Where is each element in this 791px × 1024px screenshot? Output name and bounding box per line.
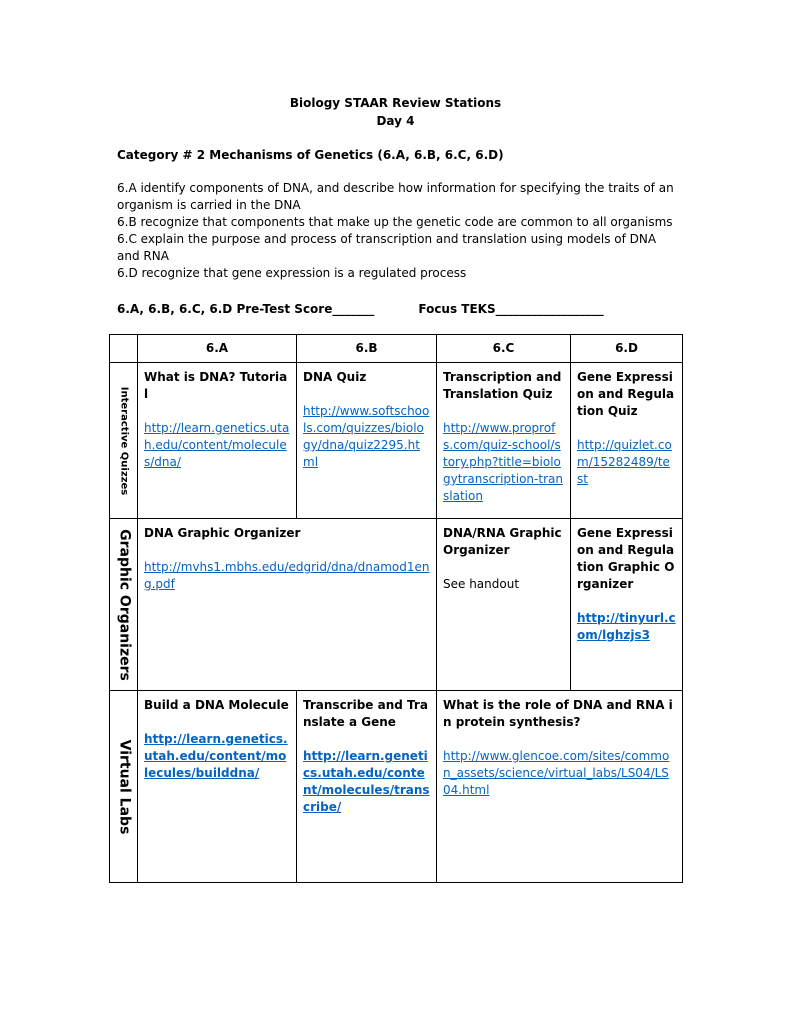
cell-quiz-6b bbox=[297, 363, 437, 519]
station-link[interactable]: http://tinyurl.com/lghzjs3 bbox=[577, 611, 676, 642]
row-label-cell bbox=[110, 363, 138, 519]
station-title: DNA Graphic Organizer bbox=[144, 526, 301, 540]
table-header-row bbox=[110, 335, 683, 363]
row-label-virtual-labs: Virtual Labs bbox=[116, 739, 132, 834]
cell-quiz-6c bbox=[437, 363, 571, 519]
pretest-score-label: 6.A, 6.B, 6.C, 6.D Pre-Test Score_______ bbox=[117, 302, 375, 316]
station-note: See handout bbox=[443, 577, 520, 591]
score-line bbox=[117, 301, 604, 318]
column-header-6a: 6.A bbox=[138, 335, 297, 363]
station-link[interactable]: http://learn.genetics.utah.edu/content/molecules/builddna/ bbox=[144, 732, 288, 780]
row-label-graphic-organizers: Graphic Organizers bbox=[116, 528, 132, 681]
station-title: What is the role of DNA and RNA in protein synthesis? bbox=[443, 698, 673, 729]
document-day: Day 4 bbox=[376, 114, 415, 128]
station-title: Transcription and Translation Quiz bbox=[443, 370, 562, 401]
table-row-interactive-quizzes bbox=[110, 363, 683, 519]
column-header-6c: 6.C bbox=[437, 335, 571, 363]
document-header bbox=[0, 94, 791, 130]
objectives-list bbox=[117, 180, 677, 282]
station-link[interactable]: http://mvhs1.mbhs.edu/edgrid/dna/dnamod1eng.pdf bbox=[144, 560, 430, 591]
stations-table bbox=[109, 334, 683, 883]
document-title: Biology STAAR Review Stations bbox=[289, 96, 502, 110]
cell-lab-6c-6d bbox=[437, 691, 683, 883]
station-title: DNA Quiz bbox=[303, 370, 367, 384]
row-label-cell bbox=[110, 519, 138, 691]
row-label-cell bbox=[110, 691, 138, 883]
cell-quiz-6a bbox=[138, 363, 297, 519]
cell-lab-6b bbox=[297, 691, 437, 883]
column-header-6b: 6.B bbox=[297, 335, 437, 363]
station-link[interactable]: http://quizlet.com/15282489/test bbox=[577, 438, 672, 486]
objective-6a: 6.A identify components of DNA, and describe how information for specifying the traits of an organism is carried in the DNA bbox=[117, 181, 674, 212]
cell-quiz-6d bbox=[571, 363, 683, 519]
station-link[interactable]: http://www.proprofs.com/quiz-school/story.php?title=biologytranscription-translation bbox=[443, 421, 563, 503]
table-row-graphic-organizers bbox=[110, 519, 683, 691]
cell-organizer-6d bbox=[571, 519, 683, 691]
station-link[interactable]: http://www.softschools.com/quizzes/biology/dna/quiz2295.html bbox=[303, 404, 430, 469]
station-title: DNA/RNA Graphic Organizer bbox=[443, 526, 562, 557]
cell-organizer-6a-6b bbox=[138, 519, 437, 691]
objective-6c: 6.C explain the purpose and process of transcription and translation using models of DNA and RNA bbox=[117, 232, 657, 263]
station-link[interactable]: http://learn.genetics.utah.edu/content/molecules/transcribe/ bbox=[303, 749, 430, 814]
cell-organizer-6c bbox=[437, 519, 571, 691]
category-heading: Category # 2 Mechanisms of Genetics (6.A, 6.B, 6.C, 6.D) bbox=[117, 148, 504, 162]
station-title: Build a DNA Molecule bbox=[144, 698, 289, 712]
station-title: Transcribe and Translate a Gene bbox=[303, 698, 428, 729]
station-link[interactable]: http://www.glencoe.com/sites/common_assets/science/virtual_labs/LS04/LS04.html bbox=[443, 749, 670, 797]
objective-6d: 6.D recognize that gene expression is a regulated process bbox=[117, 266, 467, 280]
objective-6b: 6.B recognize that components that make up the genetic code are common to all organisms bbox=[117, 215, 673, 229]
station-title: Gene Expression and Regulation Quiz bbox=[577, 370, 675, 418]
cell-lab-6a bbox=[138, 691, 297, 883]
column-header-6d: 6.D bbox=[571, 335, 683, 363]
corner-cell bbox=[110, 335, 138, 363]
station-title: What is DNA? Tutorial bbox=[144, 370, 288, 401]
station-title: Gene Expression and Regulation Graphic Organizer bbox=[577, 526, 675, 591]
table-row-virtual-labs bbox=[110, 691, 683, 883]
station-link[interactable]: http://learn.genetics.utah.edu/content/molecules/dna/ bbox=[144, 421, 290, 469]
focus-teks-label: Focus TEKS__________________ bbox=[418, 302, 604, 316]
row-label-interactive-quizzes: Interactive Quizzes bbox=[118, 386, 129, 495]
